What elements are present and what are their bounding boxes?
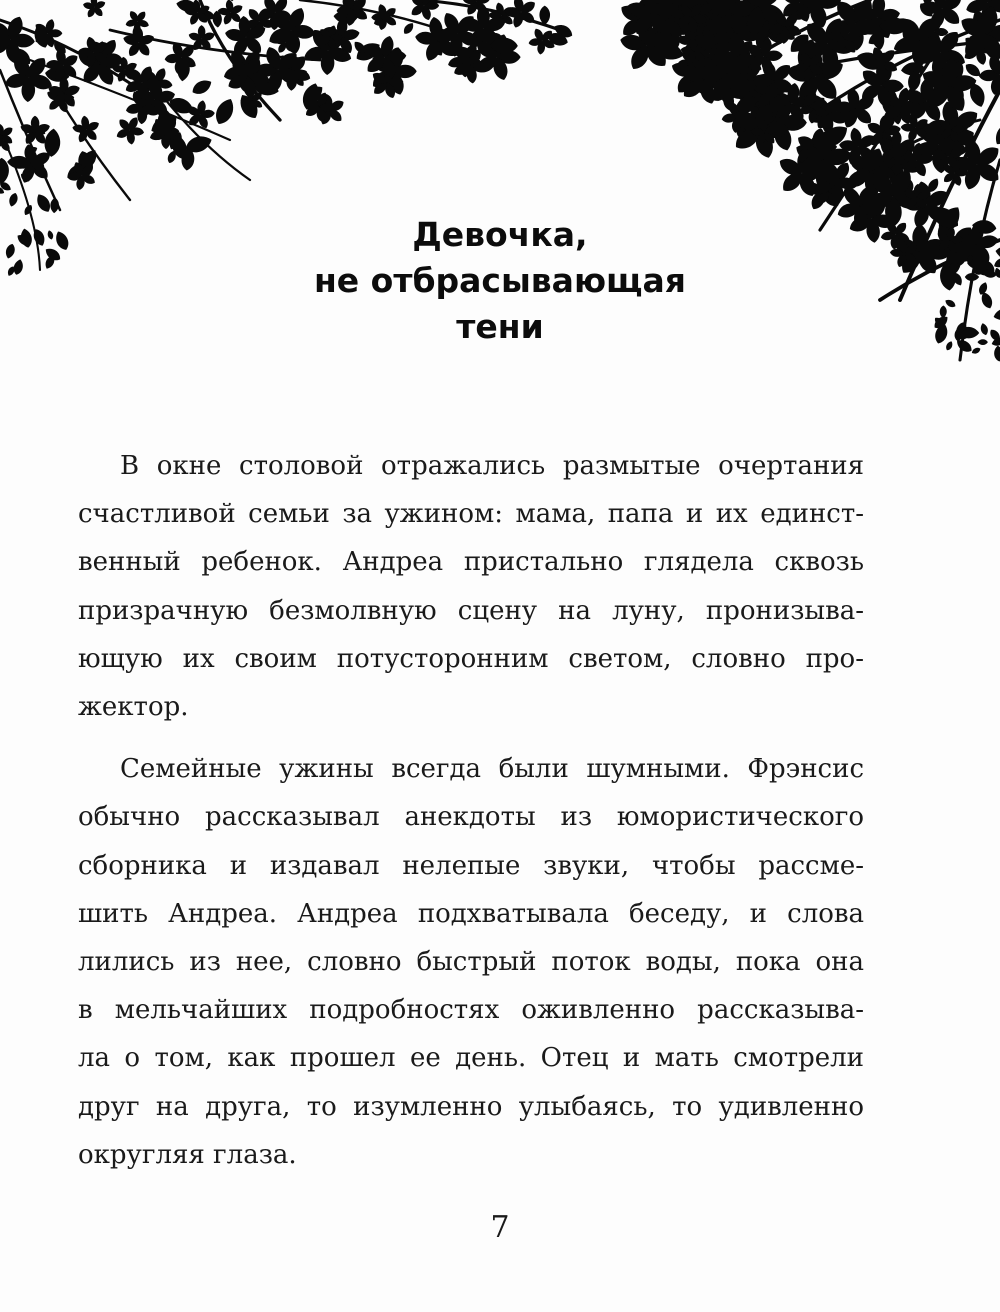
text-line: призрачную безмолвную сцену на луну, пронизыва- bbox=[78, 595, 864, 626]
paragraph bbox=[78, 745, 864, 1179]
leaf bbox=[190, 77, 214, 98]
branch bbox=[60, 100, 130, 200]
text-line: В окне столовой отражались размытые очертания bbox=[120, 451, 864, 481]
text-line: друг на друга, то изумленно улыбаясь, то удивленно bbox=[78, 1091, 864, 1122]
chapter-body bbox=[78, 442, 864, 1179]
text-line: счастливой семьи за ужином: мама, папа и их единст- bbox=[78, 499, 864, 530]
leaf bbox=[7, 192, 19, 208]
leaf bbox=[402, 21, 416, 36]
text-line: обычно рассказывал анекдоты из юмористического bbox=[78, 802, 864, 833]
chapter-title-line-1: Девочка, bbox=[412, 215, 588, 254]
chapter-title-line-2: не отбрасывающая bbox=[314, 261, 686, 300]
text-line: округляя глаза. bbox=[78, 1139, 297, 1170]
paragraph bbox=[78, 442, 864, 731]
text-line: ла о том, как прошел ее день. Отец и мать смотрели bbox=[78, 1043, 864, 1074]
chapter-title-line-3: тени bbox=[456, 307, 544, 346]
text-line: в мельчайших подробностях оживленно рассказыва- bbox=[78, 995, 864, 1026]
text-line: ющую их своим потусторонним светом, словно про- bbox=[78, 643, 864, 674]
leaf bbox=[539, 6, 550, 25]
page-number: 7 bbox=[490, 1210, 510, 1245]
chapter-title bbox=[0, 212, 1000, 350]
leaf bbox=[212, 96, 238, 128]
text-line: Семейные ужины всегда были шумными. Фрэнсис bbox=[120, 754, 864, 785]
text-line: венный ребенок. Андреа пристально глядела сквозь bbox=[78, 547, 864, 578]
text-line: сборника и издавал нелепые звуки, чтобы рассме- bbox=[78, 850, 864, 881]
text-line: жектор. bbox=[78, 692, 189, 723]
text-line: шить Андреа. Андреа подхватывала беседу, и слова bbox=[78, 898, 864, 929]
leaf-cluster bbox=[80, 0, 108, 21]
text-line: лились из нее, словно быстрый поток воды, пока она bbox=[78, 947, 864, 978]
leaf bbox=[991, 120, 1000, 149]
